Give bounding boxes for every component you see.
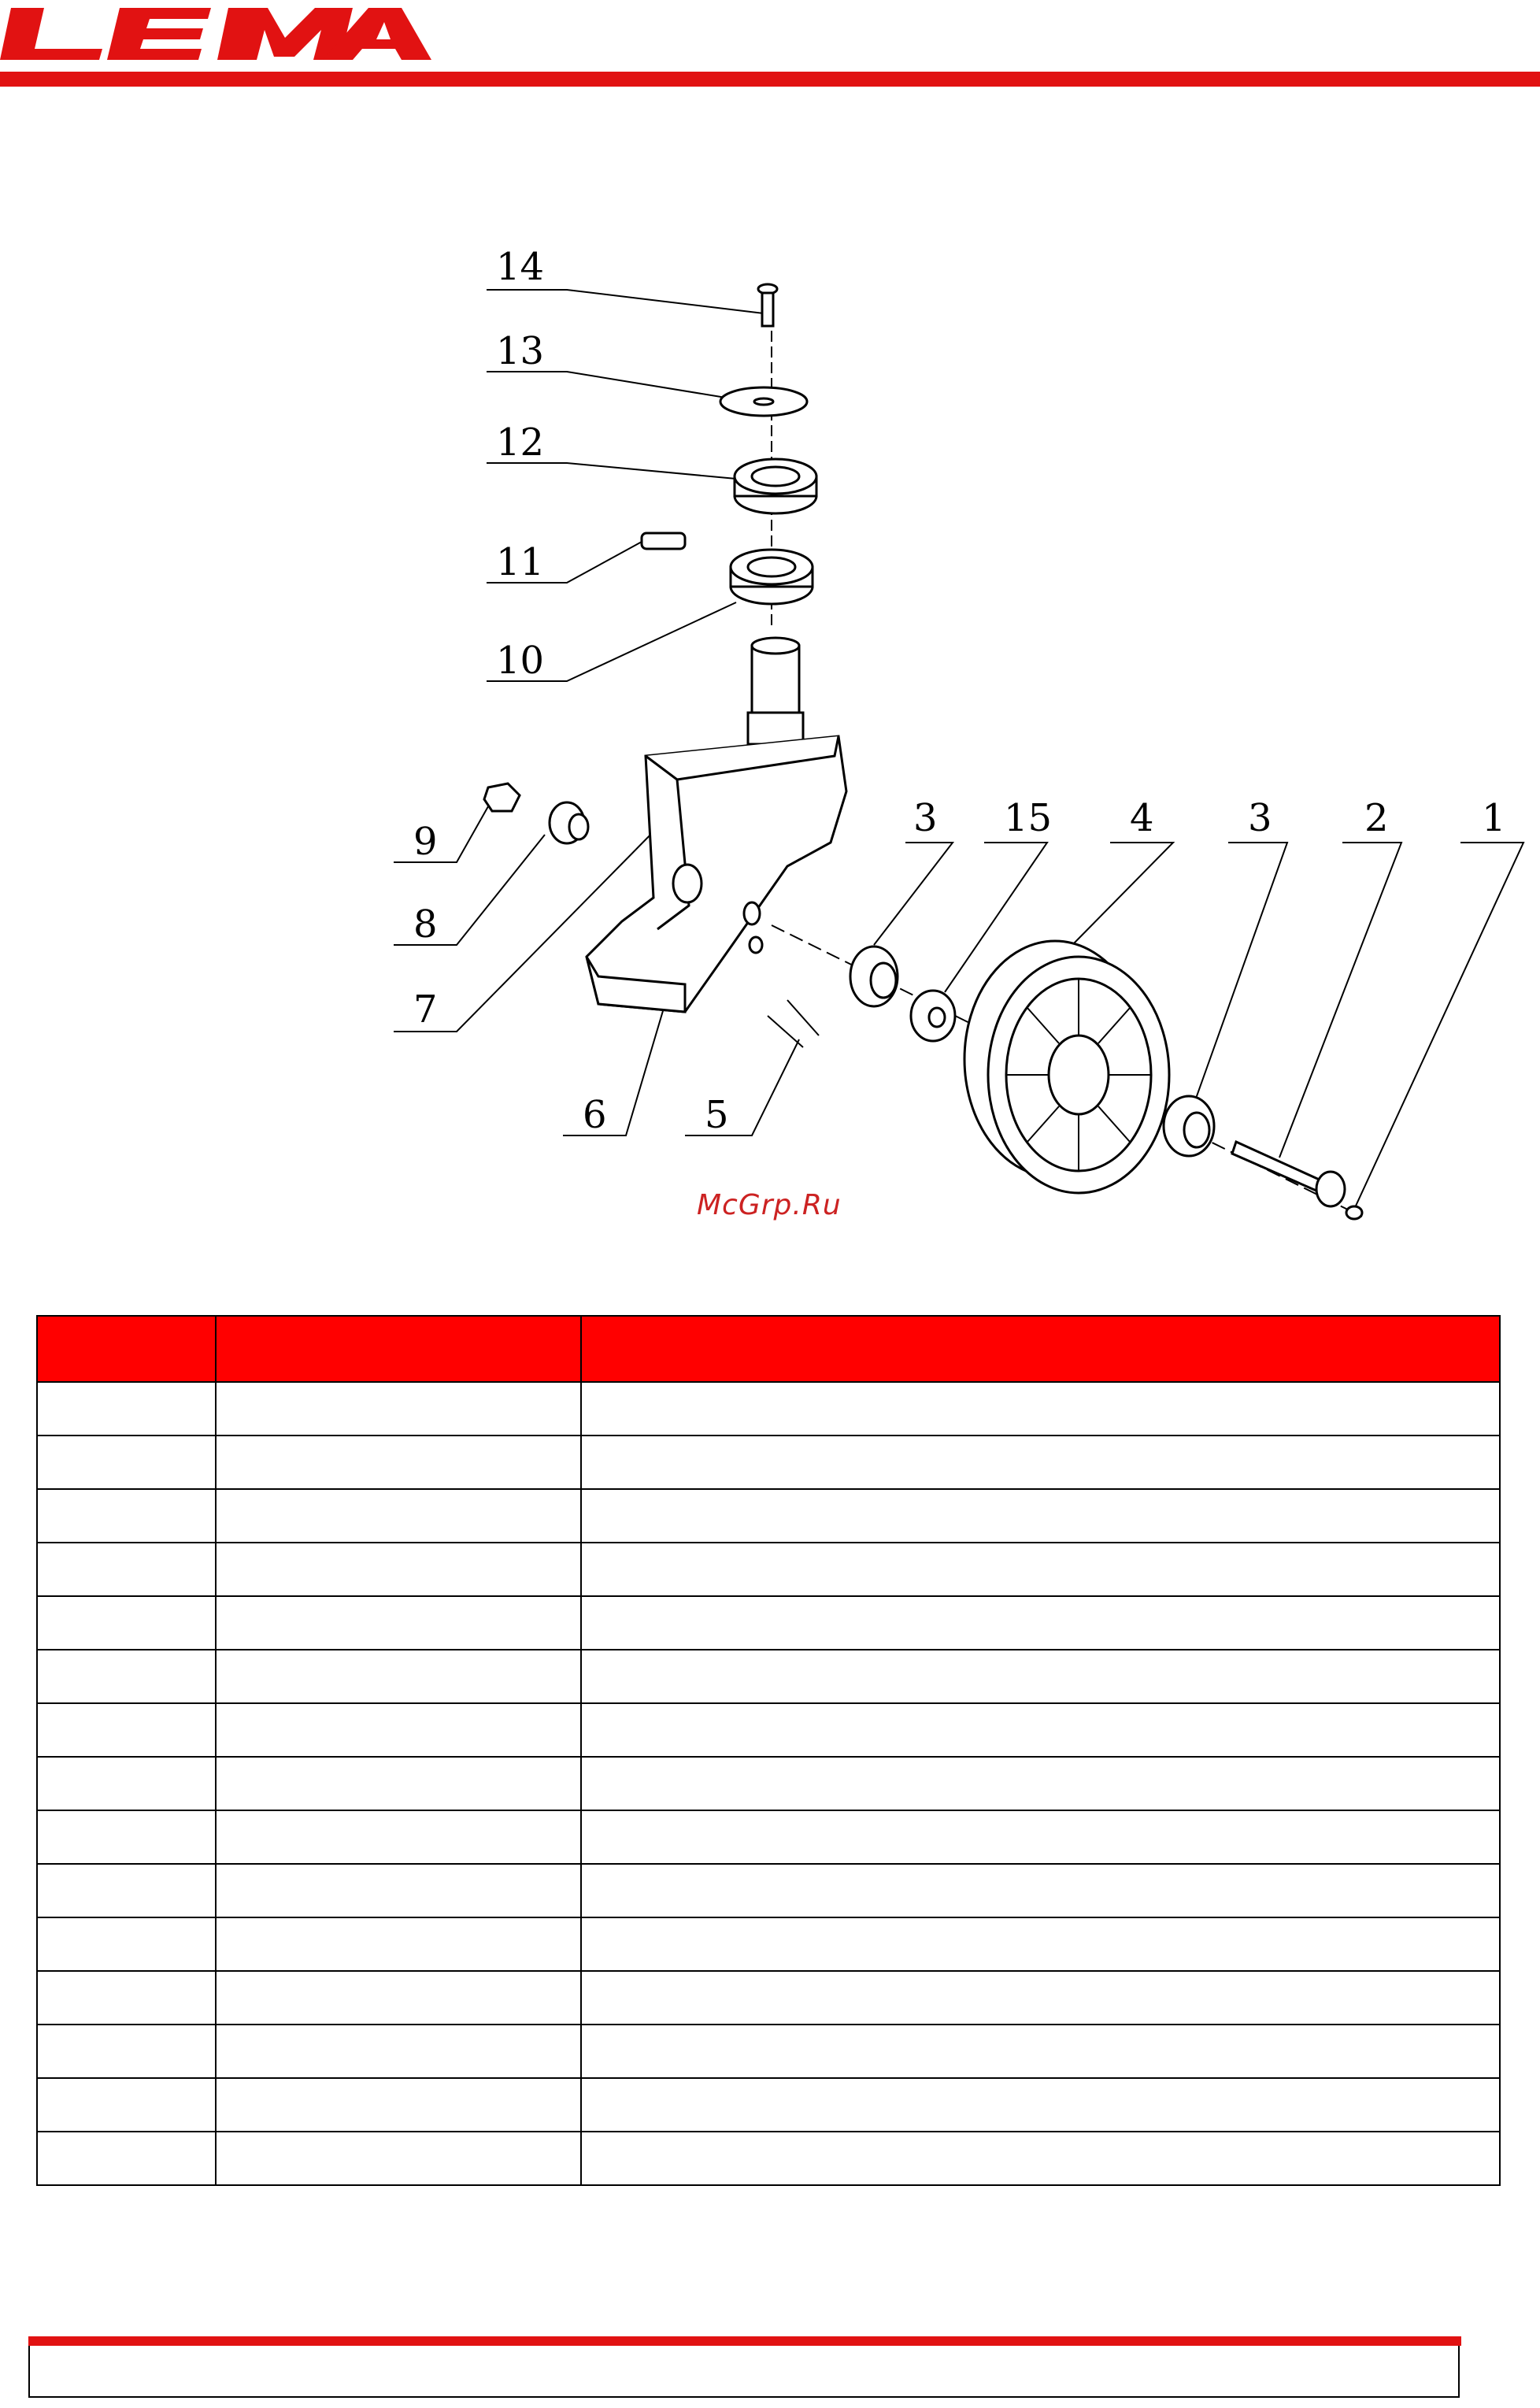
table-header-cell [37,1316,216,1382]
table-cell [581,1971,1500,2025]
table-cell [216,2132,581,2185]
table-cell [581,2025,1500,2078]
callout-6: 6 [583,1093,607,1137]
table-cell [37,1757,216,1810]
table-row [37,1543,1500,1596]
callout-14: 14 [496,245,545,289]
callout-5: 5 [705,1093,729,1137]
table-cell [37,1436,216,1489]
table-cell [37,1917,216,1971]
table-row [37,1436,1500,1489]
table-cell [216,2025,581,2078]
callout-15: 15 [1004,796,1053,840]
table-cell [216,1650,581,1703]
table-header-row [37,1316,1500,1382]
table-cell [216,1382,581,1436]
table-cell [216,1917,581,1971]
table-row [37,1703,1500,1757]
callout-3a: 3 [913,796,938,840]
table-cell [216,1543,581,1596]
table-row [37,1864,1500,1917]
callout-12: 12 [496,420,545,465]
table-cell [37,2078,216,2132]
table-cell [581,1489,1500,1543]
callout-9: 9 [413,820,438,864]
table-cell [581,2132,1500,2185]
table-row [37,1917,1500,1971]
table-cell [581,1650,1500,1703]
table-row [37,1596,1500,1650]
table-cell [581,1864,1500,1917]
table-row [37,2078,1500,2132]
table-cell [37,2025,216,2078]
table-row [37,1382,1500,1436]
callout-8: 8 [413,902,438,947]
footer-red-bar [28,2336,1461,2346]
table-cell [581,1382,1500,1436]
table-cell [581,1917,1500,1971]
callout-2: 2 [1364,796,1389,840]
table-cell [216,1757,581,1810]
table-cell [216,1596,581,1650]
table-cell [581,1596,1500,1650]
callout-1: 1 [1482,796,1506,840]
table-cell [581,1703,1500,1757]
exploded-wheel-diagram [354,220,1540,1244]
watermark: McGrp.Ru [697,1189,842,1221]
table-cell [216,1489,581,1543]
footer-box [28,2346,1460,2398]
table-cell [37,1864,216,1917]
table-row [37,1489,1500,1543]
table-cell [581,1810,1500,1864]
table-row [37,2132,1500,2185]
table-cell [37,1971,216,2025]
table-cell [37,1650,216,1703]
table-row [37,2025,1500,2078]
table-cell [37,1703,216,1757]
table-cell [37,1543,216,1596]
table-cell [581,1757,1500,1810]
table-cell [581,1543,1500,1596]
table-cell [216,1864,581,1917]
table-cell [216,2078,581,2132]
callout-4: 4 [1130,796,1154,840]
table-cell [581,2078,1500,2132]
header-red-bar [0,72,1540,87]
table-header-cell [581,1316,1500,1382]
table-cell [216,1436,581,1489]
table-row [37,1757,1500,1810]
parts-table [36,1315,1501,2186]
table-cell [581,1436,1500,1489]
callout-10: 10 [496,639,545,683]
table-row [37,1650,1500,1703]
table-cell [37,1596,216,1650]
table-cell [37,1810,216,1864]
table-cell [37,2132,216,2185]
callout-13: 13 [496,329,545,373]
callout-3b: 3 [1248,796,1272,840]
table-header-cell [216,1316,581,1382]
table-cell [37,1382,216,1436]
lema-logo [0,3,433,65]
table-row [37,1810,1500,1864]
table-cell [216,1971,581,2025]
table-cell [216,1810,581,1864]
callout-7: 7 [413,987,438,1032]
table-cell [37,1489,216,1543]
table-row [37,1971,1500,2025]
table-cell [216,1703,581,1757]
callout-11: 11 [496,540,545,584]
